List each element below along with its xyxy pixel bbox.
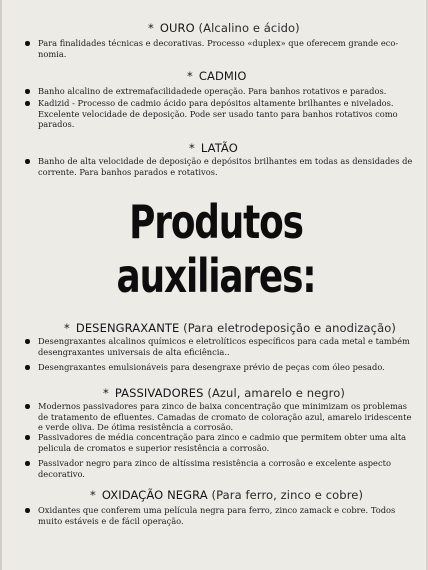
- bullet-item: [23, 362, 415, 373]
- bullet-item: [23, 505, 415, 526]
- section-name: OXIDAÇÃO NEGRA: [101, 488, 208, 502]
- section-title-oxidacao: [90, 489, 363, 502]
- bullet-item: [23, 336, 415, 357]
- bullet-dot-icon: [25, 461, 30, 466]
- bullet-text: Passivadores de média concentração para zinco e cadmio que permitem obter uma alta pelicula de cromatos e superior resistência a corrosão.: [38, 432, 407, 453]
- star-marker: *: [189, 141, 195, 155]
- bullet-item: [23, 156, 415, 177]
- bullet-dot-icon: [25, 404, 30, 409]
- section-name: DESENGRAXANTE: [75, 321, 180, 335]
- bullet-text: Banho de alta velocidade de deposição e depósitos brilhantes em todas as densidades de corrente. Para banhos parados e rotativos.: [38, 156, 413, 177]
- section-name: CADMIO: [198, 69, 247, 83]
- bullet-item: [23, 98, 415, 130]
- star-marker: *: [187, 69, 193, 83]
- bullet-dot-icon: [25, 101, 30, 106]
- bullet-dot-icon: [25, 41, 30, 46]
- star-marker: *: [148, 21, 154, 35]
- star-marker: *: [103, 386, 109, 400]
- bullet-item: [23, 401, 415, 433]
- bullet-dot-icon: [25, 89, 30, 94]
- section-title-passivadores: [103, 387, 345, 400]
- bullet-text: Passivador negro para zinco de altíssima resistência a corrosão e excelente aspecto decorativo.: [38, 458, 391, 479]
- bullet-dot-icon: [25, 159, 30, 164]
- section-title-ouro: [148, 22, 300, 35]
- headline-line-2: auxiliares:: [116, 249, 316, 303]
- bullet-text: Desengraxantes emulsionáveis para desengraxe prévio de peças com óleo pesado.: [38, 362, 385, 372]
- bullet-text: Modernos passivadores para zinco de baixa concentração que minimizam os problemas de tratamento de efluentes. Camadas de cromato de coloração azul, amarelo iridescente e verde oliva. De ótima resistência a corrosão.: [38, 401, 412, 433]
- section-title-latao: [189, 142, 238, 155]
- bullet-text: Banho alcalino de extremafacilidadede operação. Para banhos rotativos e parados.: [38, 86, 387, 96]
- bullet-text: Kadizid - Processo de cadmio ácido para depósitos altamente brilhantes e nivelados. Excelente velocidade de deposição. Pode ser usado tanto para banhos rotativos como parados.: [38, 98, 398, 130]
- star-marker: *: [90, 488, 96, 502]
- section-name: PASSIVADORES: [114, 386, 204, 400]
- bullet-item: [23, 458, 415, 479]
- section-subtitle: (Azul, amarelo e negro): [207, 386, 345, 400]
- section-subtitle: (Para ferro, zinco e cobre): [211, 488, 364, 502]
- bullet-dot-icon: [25, 435, 30, 440]
- section-title-cadmio: [187, 70, 247, 83]
- section-name: OURO: [159, 21, 195, 35]
- section-subtitle: (Alcalino e ácido): [198, 21, 300, 35]
- bullet-dot-icon: [25, 365, 30, 370]
- headline-line-1: Produtos: [129, 195, 303, 249]
- section-name: LATÃO: [200, 141, 238, 155]
- bullet-text: Para finalidades técnicas e decorativas. Processo «duplex» que oferecem grande eco-nomia.: [38, 38, 399, 59]
- bullet-dot-icon: [25, 339, 30, 344]
- bullet-item: [23, 432, 415, 453]
- section-subtitle: (Para eletrodeposição e anodização): [183, 321, 396, 335]
- bullet-text: Desengraxantes alcalinos químicos e eletrolíticos específicos para cada metal e também desengraxantes universais de alta eficiência..: [38, 336, 410, 357]
- bullet-dot-icon: [25, 508, 30, 513]
- star-marker: *: [64, 321, 70, 335]
- section-title-desengraxante: [64, 322, 396, 335]
- bullet-item: [23, 86, 415, 97]
- bullet-text: Oxidantes que conferem uma película negra para ferro, zinco zamack e cobre. Todos muito estáveis e de fácil operação.: [38, 505, 396, 526]
- bullet-item: [23, 38, 415, 59]
